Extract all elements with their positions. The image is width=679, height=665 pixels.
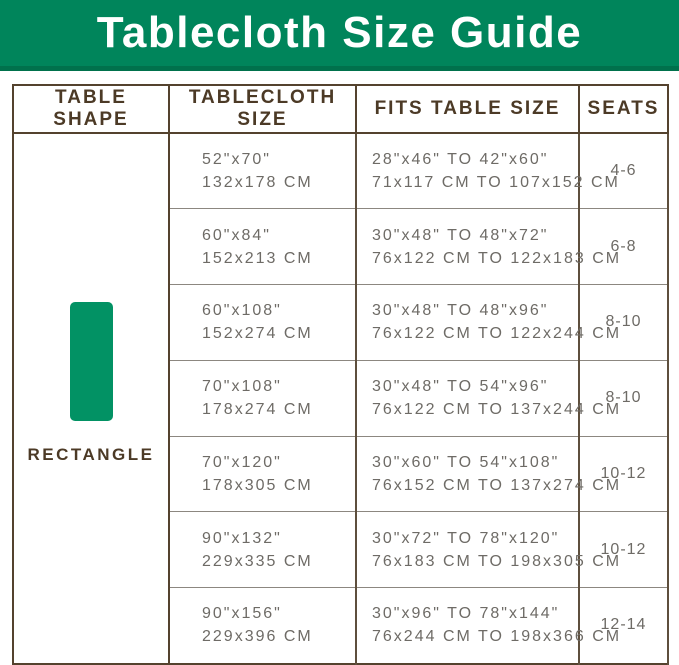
- tablecloth-size-cell: [169, 133, 356, 209]
- seats-cell: 10-12: [579, 512, 668, 588]
- size-cm: 178x274 CM: [202, 401, 313, 419]
- fits-size-cell: [356, 285, 622, 361]
- fits-size-cell: [356, 436, 622, 512]
- size-inches: 70"x108": [202, 378, 282, 396]
- header-table-shape: TABLE SHAPE: [13, 85, 169, 133]
- fits-inches: 28"x46" TO 42"x60": [372, 151, 549, 169]
- seats-cell: 6-8: [579, 209, 668, 285]
- size-cm: 229x396 CM: [202, 628, 313, 646]
- page-title: Tablecloth Size Guide: [96, 8, 583, 57]
- fits-cm: 76x122 CM TO 122x244 CM: [372, 325, 622, 343]
- size-inches: 60"x84": [202, 226, 271, 244]
- seats-cell: 10-12: [579, 436, 668, 512]
- fits-size-cell: [356, 360, 622, 436]
- header-seats: SEATS: [579, 85, 668, 133]
- fits-inches: 30"x48" TO 54"x96": [372, 378, 549, 396]
- seats-cell: 12-14: [579, 588, 668, 664]
- title-banner: [0, 0, 679, 71]
- fits-cm: 76x152 CM TO 137x274 CM: [372, 477, 622, 495]
- tablecloth-size-cell: [169, 588, 356, 664]
- seats-cell: 8-10: [579, 360, 668, 436]
- tablecloth-size-cell: [169, 512, 356, 588]
- tablecloth-size-cell: [169, 209, 356, 285]
- header-row: [13, 85, 668, 133]
- seats-cell: 8-10: [579, 285, 668, 361]
- header-tablecloth-size: TABLECLOTH SIZE: [169, 85, 356, 133]
- fits-inches: 30"x96" TO 78"x144": [372, 605, 560, 623]
- size-cm: 178x305 CM: [202, 477, 313, 495]
- header-fits-table-size: FITS TABLE SIZE: [356, 85, 579, 133]
- shape-label: RECTANGLE: [27, 445, 155, 465]
- size-cm: 152x213 CM: [202, 249, 313, 267]
- fits-size-cell: [356, 133, 620, 209]
- rectangle-shape-icon: [70, 302, 113, 421]
- size-inches: 52"x70": [202, 151, 271, 169]
- fits-cm: 71x117 CM TO 107x152 CM: [372, 174, 620, 192]
- fits-cm: 76x122 CM TO 137x244 CM: [372, 401, 622, 419]
- fits-inches: 30"x48" TO 48"x72": [372, 226, 549, 244]
- size-inches: 60"x108": [202, 302, 282, 320]
- fits-cm: 76x122 CM TO 122x183 CM: [372, 249, 622, 267]
- shape-cell: [13, 133, 169, 664]
- fits-cm: 76x244 CM TO 198x366 CM: [372, 628, 622, 646]
- fits-inches: 30"x60" TO 54"x108": [372, 454, 560, 472]
- size-cm: 132x178 CM: [202, 174, 313, 192]
- tablecloth-size-cell: [169, 360, 356, 436]
- size-guide-table: [12, 84, 669, 665]
- size-inches: 90"x156": [202, 605, 282, 623]
- table-row: [13, 133, 668, 209]
- fits-inches: 30"x48" TO 48"x96": [372, 302, 549, 320]
- tablecloth-size-cell: [169, 436, 356, 512]
- seats-cell: 4-6: [579, 133, 668, 209]
- fits-inches: 30"x72" TO 78"x120": [372, 529, 560, 547]
- size-cm: 152x274 CM: [202, 325, 313, 343]
- size-inches: 90"x132": [202, 529, 282, 547]
- tablecloth-size-cell: [169, 285, 356, 361]
- fits-cm: 76x183 CM TO 198x305 CM: [372, 552, 622, 570]
- fits-size-cell: [356, 588, 622, 664]
- fits-size-cell: [356, 512, 622, 588]
- size-cm: 229x335 CM: [202, 552, 313, 570]
- fits-size-cell: [356, 209, 622, 285]
- size-inches: 70"x120": [202, 454, 282, 472]
